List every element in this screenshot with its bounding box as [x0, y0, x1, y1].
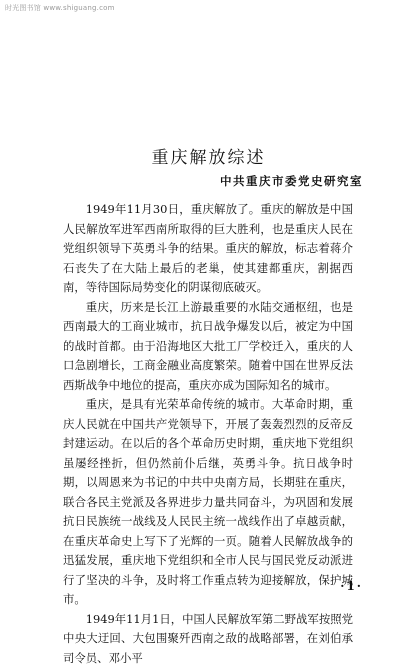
paragraph-2: 重庆，历来是长江上游最重要的水陆交通枢纽，也是西南最大的工商业城市，抗日战争爆发以后，被定为中国的战时首都。由于沿海地区大批工厂学校迁入，重庆的人口急剧增长，工商金融业高度繁荣。随着中国在世界反法西斯战争中地位的提高，重庆亦成为国际知名的城市。	[63, 298, 353, 396]
paragraph-4: 1949年11月1日，中国人民解放军第二野战军按照党中央大迂回、大包围聚歼西南之敌的战略部署，在刘伯承司令员、邓小平	[63, 610, 353, 668]
watermark: 时光图书馆 www.shiguang.com	[5, 3, 115, 13]
paragraph-1: 1949年11月30日，重庆解放了。重庆的解放是中国人民解放军进军西南所取得的巨大胜利，也是重庆人民在党组织领导下英勇斗争的结果。重庆的解放，标志着蒋介石丧失了在大陆上最后的老巢，使其建都重庆，割据西南，等待国际局势变化的阴谋彻底破灭。	[63, 200, 353, 298]
paragraph-3: 重庆，是具有光荣革命传统的城市。大革命时期，重庆人民就在中国共产党领导下，开展了轰轰烈烈的反帝反封建运动。在以后的各个革命历史时期，重庆地下党组织虽屡经挫折，但仍然前仆后继，英勇斗争。抗日战争时期，以周恩来为书记的中共中央南方局，长期驻在重庆，联合各民主党派及各界进步力量共同奋斗，为巩固和发展抗日民族统一战线及人民民主统一战线作出了卓越贡献，在重庆革命史上写下了光辉的一页。随着人民解放战争的迅猛发展，重庆地下党组织和全市人民与国民党反动派进行了坚决的斗争，及时将工作重点转为迎接解放，保护城市。	[63, 395, 353, 610]
article-author: 中共重庆市委党史研究室	[220, 173, 363, 189]
article-body	[63, 200, 353, 668]
article-title: 重庆解放综述	[0, 143, 417, 168]
page-number: ·1·	[340, 579, 363, 593]
